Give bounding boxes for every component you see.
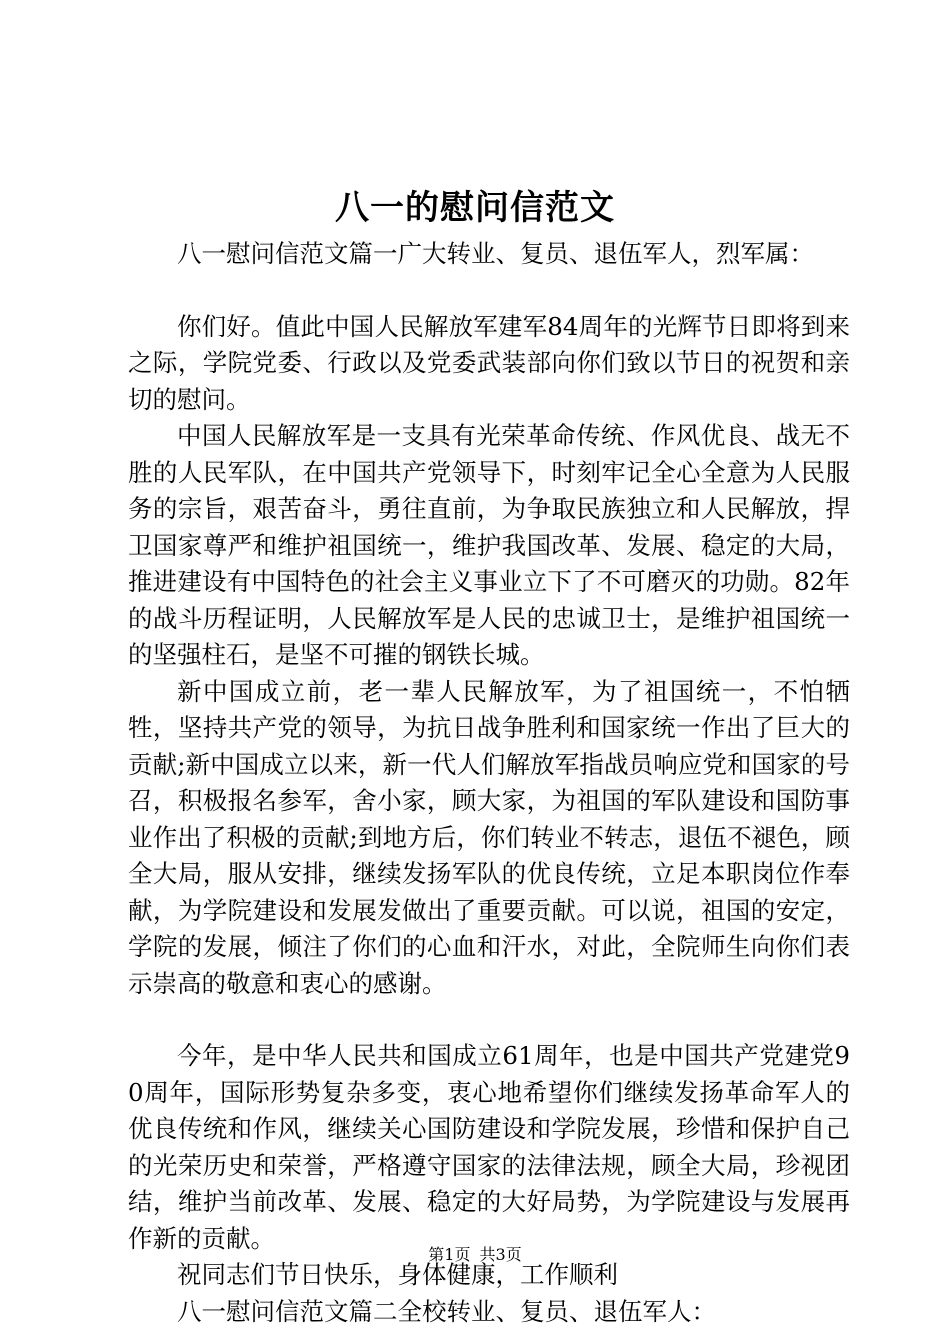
veterans-contribution-paragraph: 新中国成立前，老一辈人民解放军，为了祖国统一，不怕牺牲，坚持共产党的领导，为抗日战争胜利和国家统一作出了巨大的贡献;新中国成立以来，新一代人们解放军指战员响应党和国家的号召，积极报名参军，舍小家，顾大家，为祖国的军队建设和国防事业作出了积极的贡献;到地方后，你们转业不转志，退伍不褪色，顾全大局，服从安排，继续发扬军队的优良传统，立足本职岗位作奉献，为学院建设和发展发做出了重要贡献。可以说，祖国的安定，学院的发展，倾注了你们的心血和汗水，对此，全院师生向你们表示崇高的敬意和衷心的感谢。 [128, 676, 850, 998]
wishes-paragraph: 祝同志们节日快乐，身体健康，工作顺利 [177, 1260, 618, 1289]
page-total: 共3页 [479, 1245, 522, 1264]
document-title: 八一的慰问信范文 [335, 188, 615, 228]
second-letter-heading: 八一慰问信范文篇二全校转业、复员、退伍军人： [177, 1296, 716, 1326]
page-number: 第1页 [428, 1245, 471, 1264]
greeting-paragraph: 你们好。值此中国人民解放军建军84周年的光辉节日即将到来之际，学院党委、行政以及党委武装部向你们致以节日的祝贺和亲切的慰问。 [128, 311, 850, 414]
hopes-paragraph: 今年，是中华人民共和国成立61周年，也是中国共产党建党90周年，国际形势复杂多变，衷心地希望你们继续发扬革命军人的优良传统和作风，继续关心国防建设和学院发展，珍惜和保护自己的光荣历史和荣誉，严格遵守国家的法律法规，顾全大局，珍视团结，维护当前改革、发展、稳定的大好局势，为学院建设与发展再作新的贡献。 [128, 1041, 850, 1253]
pla-history-paragraph: 中国人民解放军是一支具有光荣革命传统、作风优良、战无不胜的人民军队，在中国共产党领导下，时刻牢记全心全意为人民服务的宗旨，艰苦奋斗，勇往直前，为争取民族独立和人民解放，捍卫国家尊严和维护祖国统一，维护我国改革、发展、稳定的大局，推进建设有中国特色的社会主义事业立下了不可磨灭的功勋。82年的战斗历程证明，人民解放军是人民的忠诚卫士，是维护祖国统一的坚强柱石，是坚不可摧的钢铁长城。 [128, 421, 850, 669]
salutation-paragraph: 八一慰问信范文篇一广大转业、复员、退伍军人，烈军属： [177, 239, 814, 268]
document-body [128, 236, 850, 1330]
page-footer [0, 1243, 950, 1267]
